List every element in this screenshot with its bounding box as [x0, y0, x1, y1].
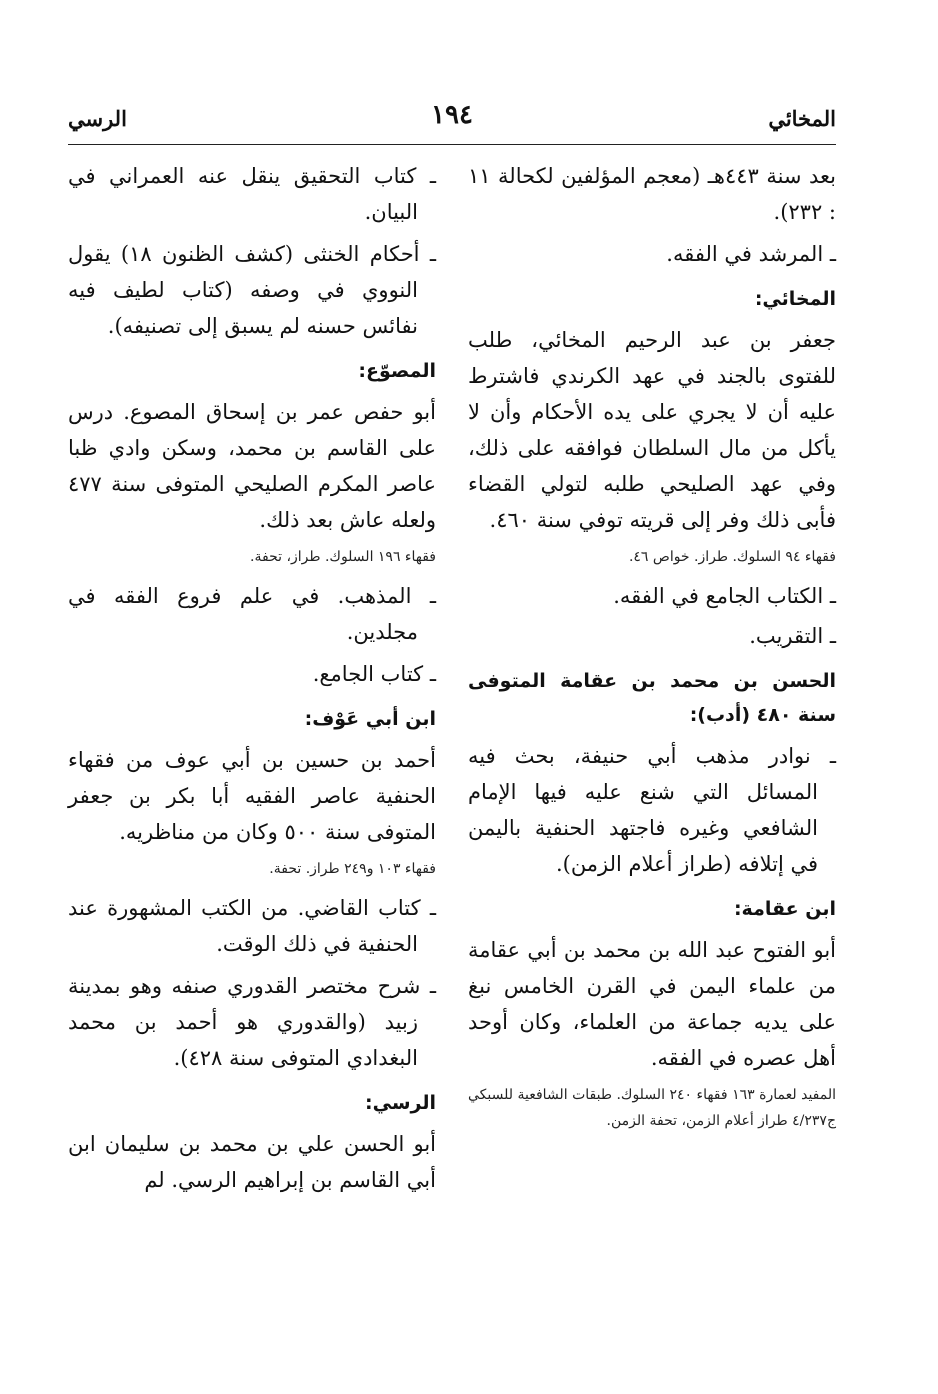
left-column: [68, 158, 436, 1204]
book-item: ـ كتاب التحقيق ينقل عنه العمراني في البيان.: [68, 164, 436, 224]
source-citation: فقهاء ٩٤ السلوك. طراز. خواص ٤٦.: [628, 549, 836, 565]
paragraph: أبو الفتوح عبد الله بن محمد بن أبي عقامة من علماء اليمن في القرن الخامس نبغ على يديه جماعة من العلماء، وكان أوحد أهل عصره في الفقه.: [468, 938, 836, 1070]
entry-heading: ابن أبي عَوْف:: [304, 708, 436, 730]
page-number: ١٩٤: [431, 100, 473, 130]
right-column: [468, 158, 836, 1142]
entry-heading: المصوّع:: [358, 360, 436, 382]
entry-heading: الحسن بن محمد بن عقامة المتوفى سنة ٤٨٠ (أدب):: [468, 670, 836, 726]
book-item: ـ الكتاب الجامع في الفقه.: [613, 584, 836, 608]
paragraph: أبو حفص عمر بن إسحاق المصوع. درس على القاسم بن محمد، وسكن وادي ظبا عاصر المكرم الصليحي المتوفى سنة ٤٧٧ ولعله عاش بعد ذلك.: [68, 400, 436, 532]
book-item: ـ كتاب الجامع.: [312, 662, 436, 686]
running-header: [68, 100, 836, 145]
book-item: ـ كتاب القاضي. من الكتب المشهورة عند الحنفية في ذلك الوقت.: [68, 896, 436, 956]
book-item: ـ التقريب.: [749, 624, 836, 648]
entry-heading: المخائي:: [754, 288, 836, 310]
book-item: ـ نوادر مذهب أبي حنيفة، بحث فيه المسائل التي شنع عليه فيها الإمام الشافعي وغيره فاجتهد الحنفية باليمن في إتلافه (طراز أعلام الزمن).: [468, 744, 836, 876]
paragraph: بعد سنة ٤٤٣هـ (معجم المؤلفين لكحالة ١١ : ٢٣٢).: [468, 164, 836, 224]
book-item: ـ المرشد في الفقه.: [666, 242, 836, 266]
header-entry-right: المخائي: [768, 106, 836, 131]
book-item: ـ المذهب. في علم فروع الفقه في مجلدين.: [68, 584, 436, 644]
book-item: ـ شرح مختصر القدوري صنفه وهو بمدينة زبيد (والقدوري هو أحمد بن محمد البغدادي المتوفى سنة ٤٢٨).: [68, 974, 436, 1070]
source-citation: المفيد لعمارة ١٦٣ فقهاء ٢٤٠ السلوك. طبقات الشافعية للسبكي ج٤/٢٣٧ طراز أعلام الزمن، تحفة الزمن.: [468, 1087, 836, 1129]
entry-heading: الرسي:: [365, 1092, 436, 1114]
entry-heading: ابن عقامة:: [733, 898, 836, 920]
paragraph: جعفر بن عبد الرحيم المخائي، طلب للفتوى بالجند في عهد الكرندي فاشترط عليه أن لا يجري على يده الأحكام وأن لا يأكل من مال السلطان فوافقه على ذلك، وفي عهد الصليحي طلبه لتولي القضاء فأبى ذلك وفر إلى قريته توفي سنة ٤٦٠.: [468, 328, 836, 532]
header-entry-left: الرسي: [68, 106, 127, 131]
source-citation: فقهاء ١٠٣ و٢٤٩ طراز. تحفة.: [269, 861, 436, 877]
paragraph: أحمد بن حسين بن أبي عوف من فقهاء الحنفية عاصر الفقيه أبا بكر بن جعفر المتوفى سنة ٥٠٠ وكان من مناظريه.: [68, 748, 436, 844]
book-item: ـ أحكام الخنثى (كشف الظنون ١٨) يقول النووي في وصفه (كتاب لطيف فيه نفائس حسنه لم يسبق إلى تصنيفه).: [68, 242, 436, 338]
paragraph: أبو الحسن علي بن محمد بن سليمان ابن أبي القاسم بن إبراهيم الرسي. لم: [68, 1132, 436, 1192]
source-citation: فقهاء ١٩٦ السلوك. طراز، تحفة.: [250, 549, 436, 565]
